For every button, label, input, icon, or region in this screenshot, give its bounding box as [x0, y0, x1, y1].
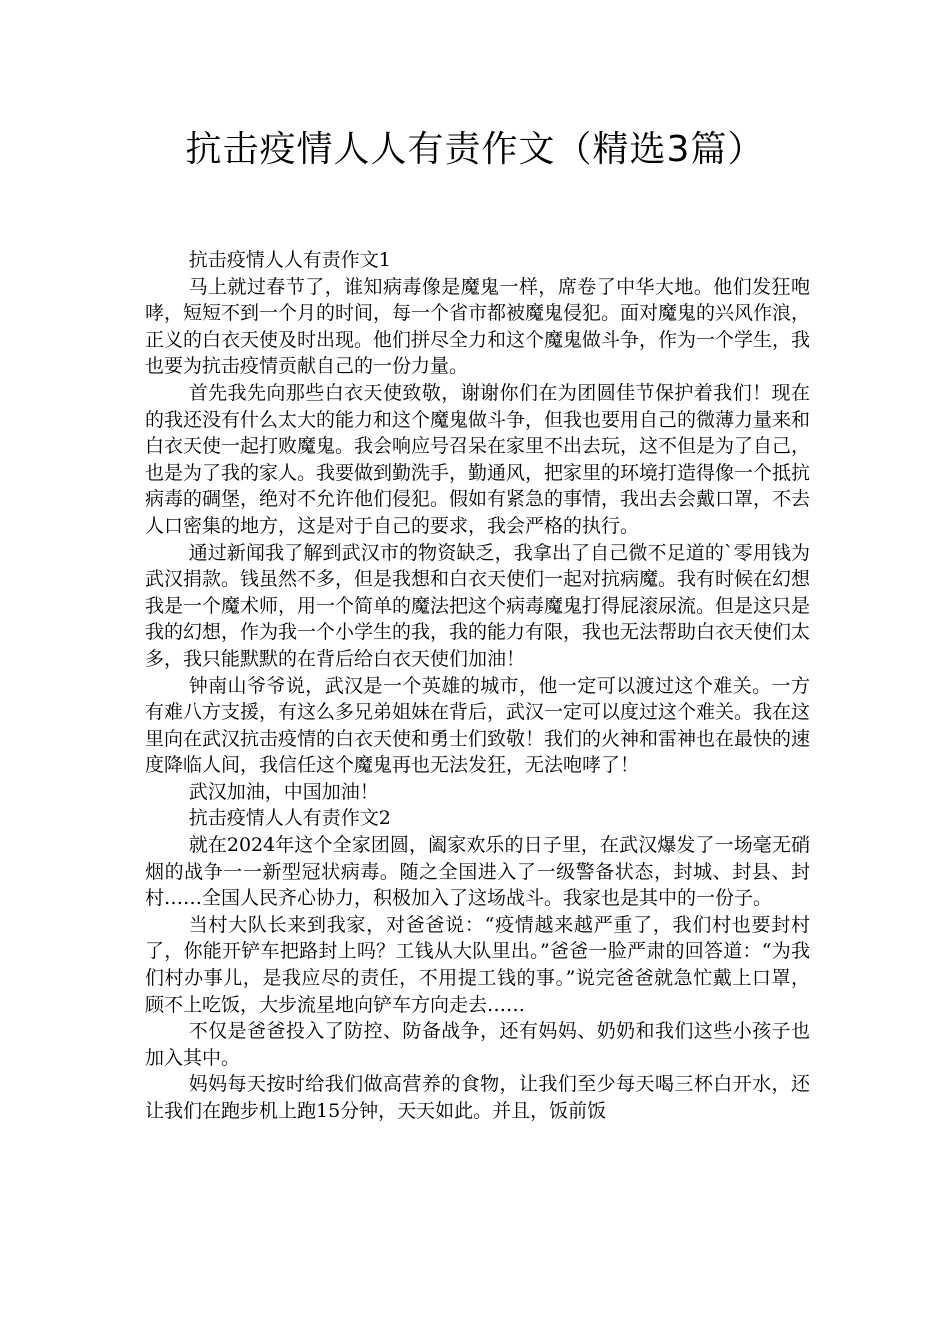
paragraph: 通过新闻我了解到武汉市的物资缺乏，我拿出了自己微不足道的`零用钱为武汉捐款。钱虽然不多，但是我想和白衣天使们一起对抗病魔。我有时候在幻想我是一个魔术师，用一个简单的魔法把这个病毒魔鬼打得屁滚尿流。但是这只是我的幻想，作为我一个小学生的我，我的能力有限，我也无法帮助白衣天使们太多，我只能默默的在背后给白衣天使们加油！	[145, 541, 811, 670]
paragraph: 妈妈每天按时给我们做高营养的食物，让我们至少每天喝三杯白开水，还让我们在跑步机上跑15分钟，天天如此。并且，饭前饭	[145, 1073, 810, 1122]
paragraph: 首先我先向那些白衣天使致敬，谢谢你们在为团圆佳节保护着我们！现在的我还没有什么太大的能力和这个魔鬼做斗争，但我也要用自己的微薄力量来和白衣天使一起打败魔鬼。我会响应号召呆在家里不出去玩，这不但是为了自己，也是为了我的家人。我要做到勤洗手，勤通风，把家里的环境打造得像一个抵抗病毒的碉堡，绝对不允许他们侵犯。假如有紧急的事情，我出去会戴口罩，不去人口密集的地方，这是对于自己的要求，我会严格的执行。	[145, 381, 811, 537]
document-body	[145, 247, 810, 1125]
paragraph: 马上就过春节了，谁知病毒像是魔鬼一样，席卷了中华大地。他们发狂咆哮，短短不到一个月的时间，每一个省市都被魔鬼侵犯。面对魔鬼的兴风作浪，正义的白衣天使及时出现。他们拼尽全力和这个魔鬼做斗争，作为一个学生，我也要为抗击疫情贡献自己的一份力量。	[145, 275, 811, 378]
paragraph: 武汉加油，中国加油！	[188, 780, 379, 803]
paragraph: 当村大队长来到我家，对爸爸说：“疫情越来越严重了，我们村也要封村了，你能开铲车把路封上吗？工钱从大队里出。”爸爸一脸严肃的回答道：“为我们村办事儿，是我应尽的责任，不用提工钱的事。”说完爸爸就急忙戴上口罩，顾不上吃饭，大步流星地向铲车方向走去……	[145, 913, 810, 1016]
document-title: 抗击疫情人人有责作文（精选3篇）	[185, 129, 765, 170]
paragraph: 就在2024年这个全家团圆，阖家欢乐的日子里，在武汉爆发了一场毫无硝烟的战争一一新型冠状病毒。随之全国进入了一级警备状态，封城、封县、封村……全国人民齐心协力，积极加入了这场战斗。我家也是其中的一份子。	[145, 834, 810, 910]
paragraph: 钟南山爷爷说，武汉是一个英雄的城市，他一定可以渡过这个难关。一方有难八方支援，有这么多兄弟姐妹在背后，武汉一定可以度过这个难关。我在这里向在武汉抗击疫情的白衣天使和勇士们致敬！我们的火神和雷神也在最快的速度降临人间，我信任这个魔鬼再也无法发狂，无法咆哮了！	[145, 674, 811, 777]
paragraph: 不仅是爸爸投入了防控、防备战争，还有妈妈、奶奶和我们这些小孩子也加入其中。	[145, 1020, 810, 1069]
essay-heading-1: 抗击疫情人人有责作文1	[188, 249, 391, 271]
essay-heading-2: 抗击疫情人人有责作文2	[188, 807, 391, 830]
